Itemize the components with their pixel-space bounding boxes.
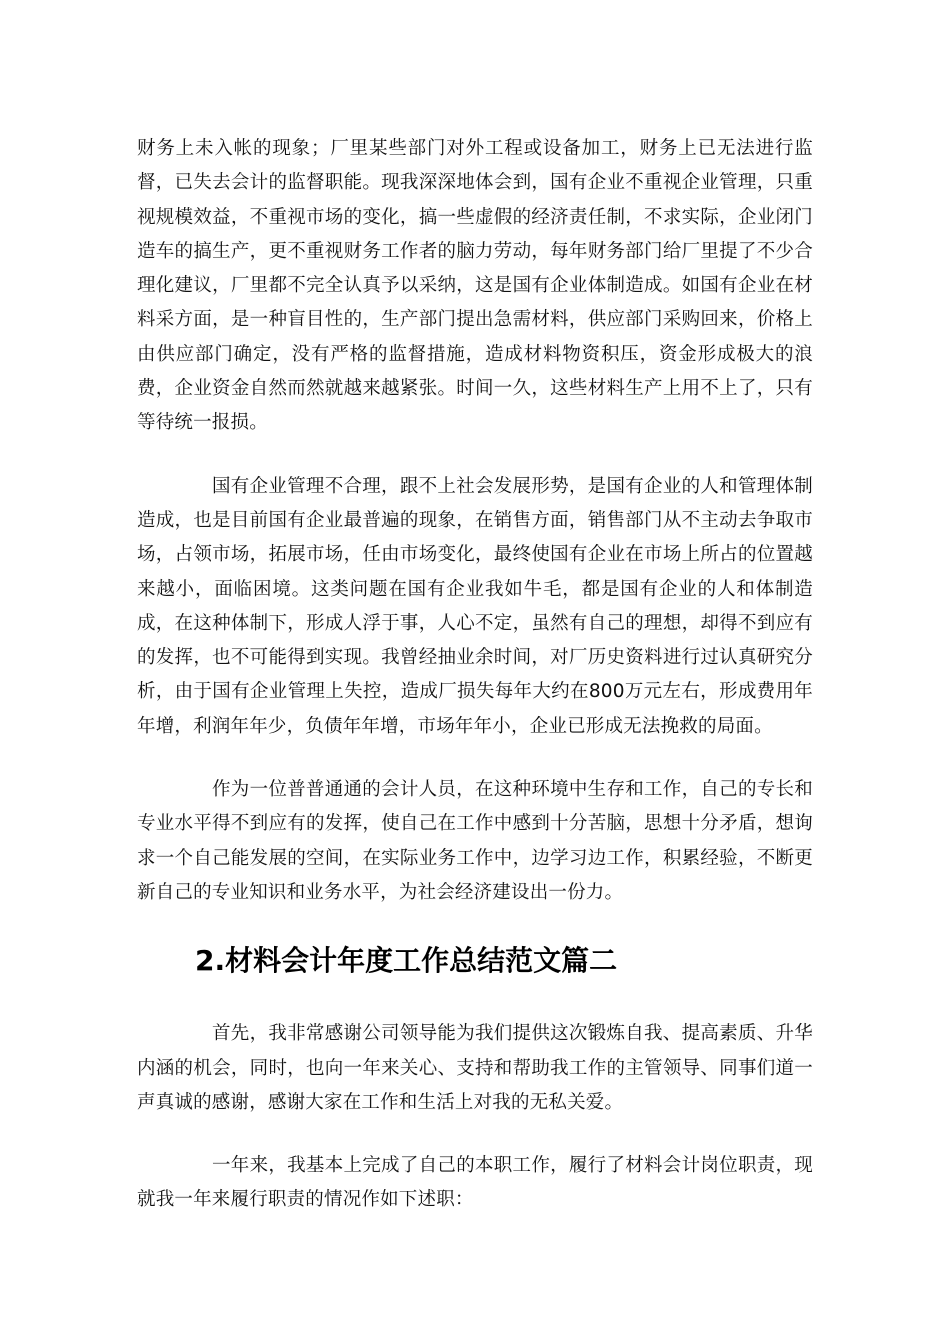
document-body: [137, 132, 813, 1247]
paragraph-duties: 一年来，我基本上完成了自己的本职工作，履行了材料会计岗位职责，现就我一年来履行职责的情况作如下述职：: [137, 1155, 813, 1211]
paragraph-thanks: 首先，我非常感谢公司领导能为我们提供这次锻炼自我、提高素质、升华内涵的机会，同时，也向一年来关心、支持和帮助我工作的主管领导、同事们道一声真诚的感谢，感谢大家在工作和生活上对我的无私关爱。: [137, 1023, 813, 1113]
paragraph-accountant: 作为一位普普通通的会计人员，在这种环境中生存和工作，自己的专长和专业水平得不到应有的发挥，使自己在工作中感到十分苦脑，思想十分矛盾，想询求一个自己能发展的空间，在实际业务工作中，边学习边工作，积累经验，不断更新自己的专业知识和业务水平，为社会经济建设出一份力。: [137, 779, 813, 903]
paragraph-continued: 财务上未入帐的现象；厂里某些部门对外工程或设备加工，财务上已无法进行监督，已失去会计的监督职能。现我深深地体会到，国有企业不重视企业管理，只重视规模效益，不重视市场的变化，搞一些虚假的经济责任制，不求实际，企业闭门造车的搞生产，更不重视财务工作者的脑力劳动，每年财务部门给厂里提了不少合理化建议，厂里都不完全认真予以采纳，这是国有企业体制造成。如国有企业在材料采方面，是一种盲目性的，生产部门提出急需材料，供应部门采购回来，价格上由供应部门确定，没有严格的监督措施，造成材料物资积压，资金形成极大的浪费，企业资金自然而然就越来越紧张。时间一久，这些材料生产上用不上了，只有等待统一报损。: [137, 138, 813, 434]
section-heading: 2.材料会计年度工作总结范文篇二: [195, 944, 618, 978]
paragraph-management: 国有企业管理不合理，跟不上社会发展形势，是国有企业的人和管理体制造成，也是目前国有企业最普遍的现象，在销售方面，销售部门从不主动去争取市场，占领市场，拓展市场，任由市场变化，最终使国有企业在市场上所占的位置越来越小，面临困境。这类问题在国有企业我如牛毛，都是国有企业的人和体制造成，在这种体制下，形成人浮于事，人心不定，虽然有自己的理想，却得不到应有的发挥，也不可能得到实现。我曾经抽业余时间，对厂历史资料进行过认真研究分析，由于国有企业管理上失控，造成厂损失每年大约在800万元左右，形成费用年年增，利润年年少，负债年年增，市场年年小，企业已形成无法挽救的局面。: [137, 475, 813, 737]
